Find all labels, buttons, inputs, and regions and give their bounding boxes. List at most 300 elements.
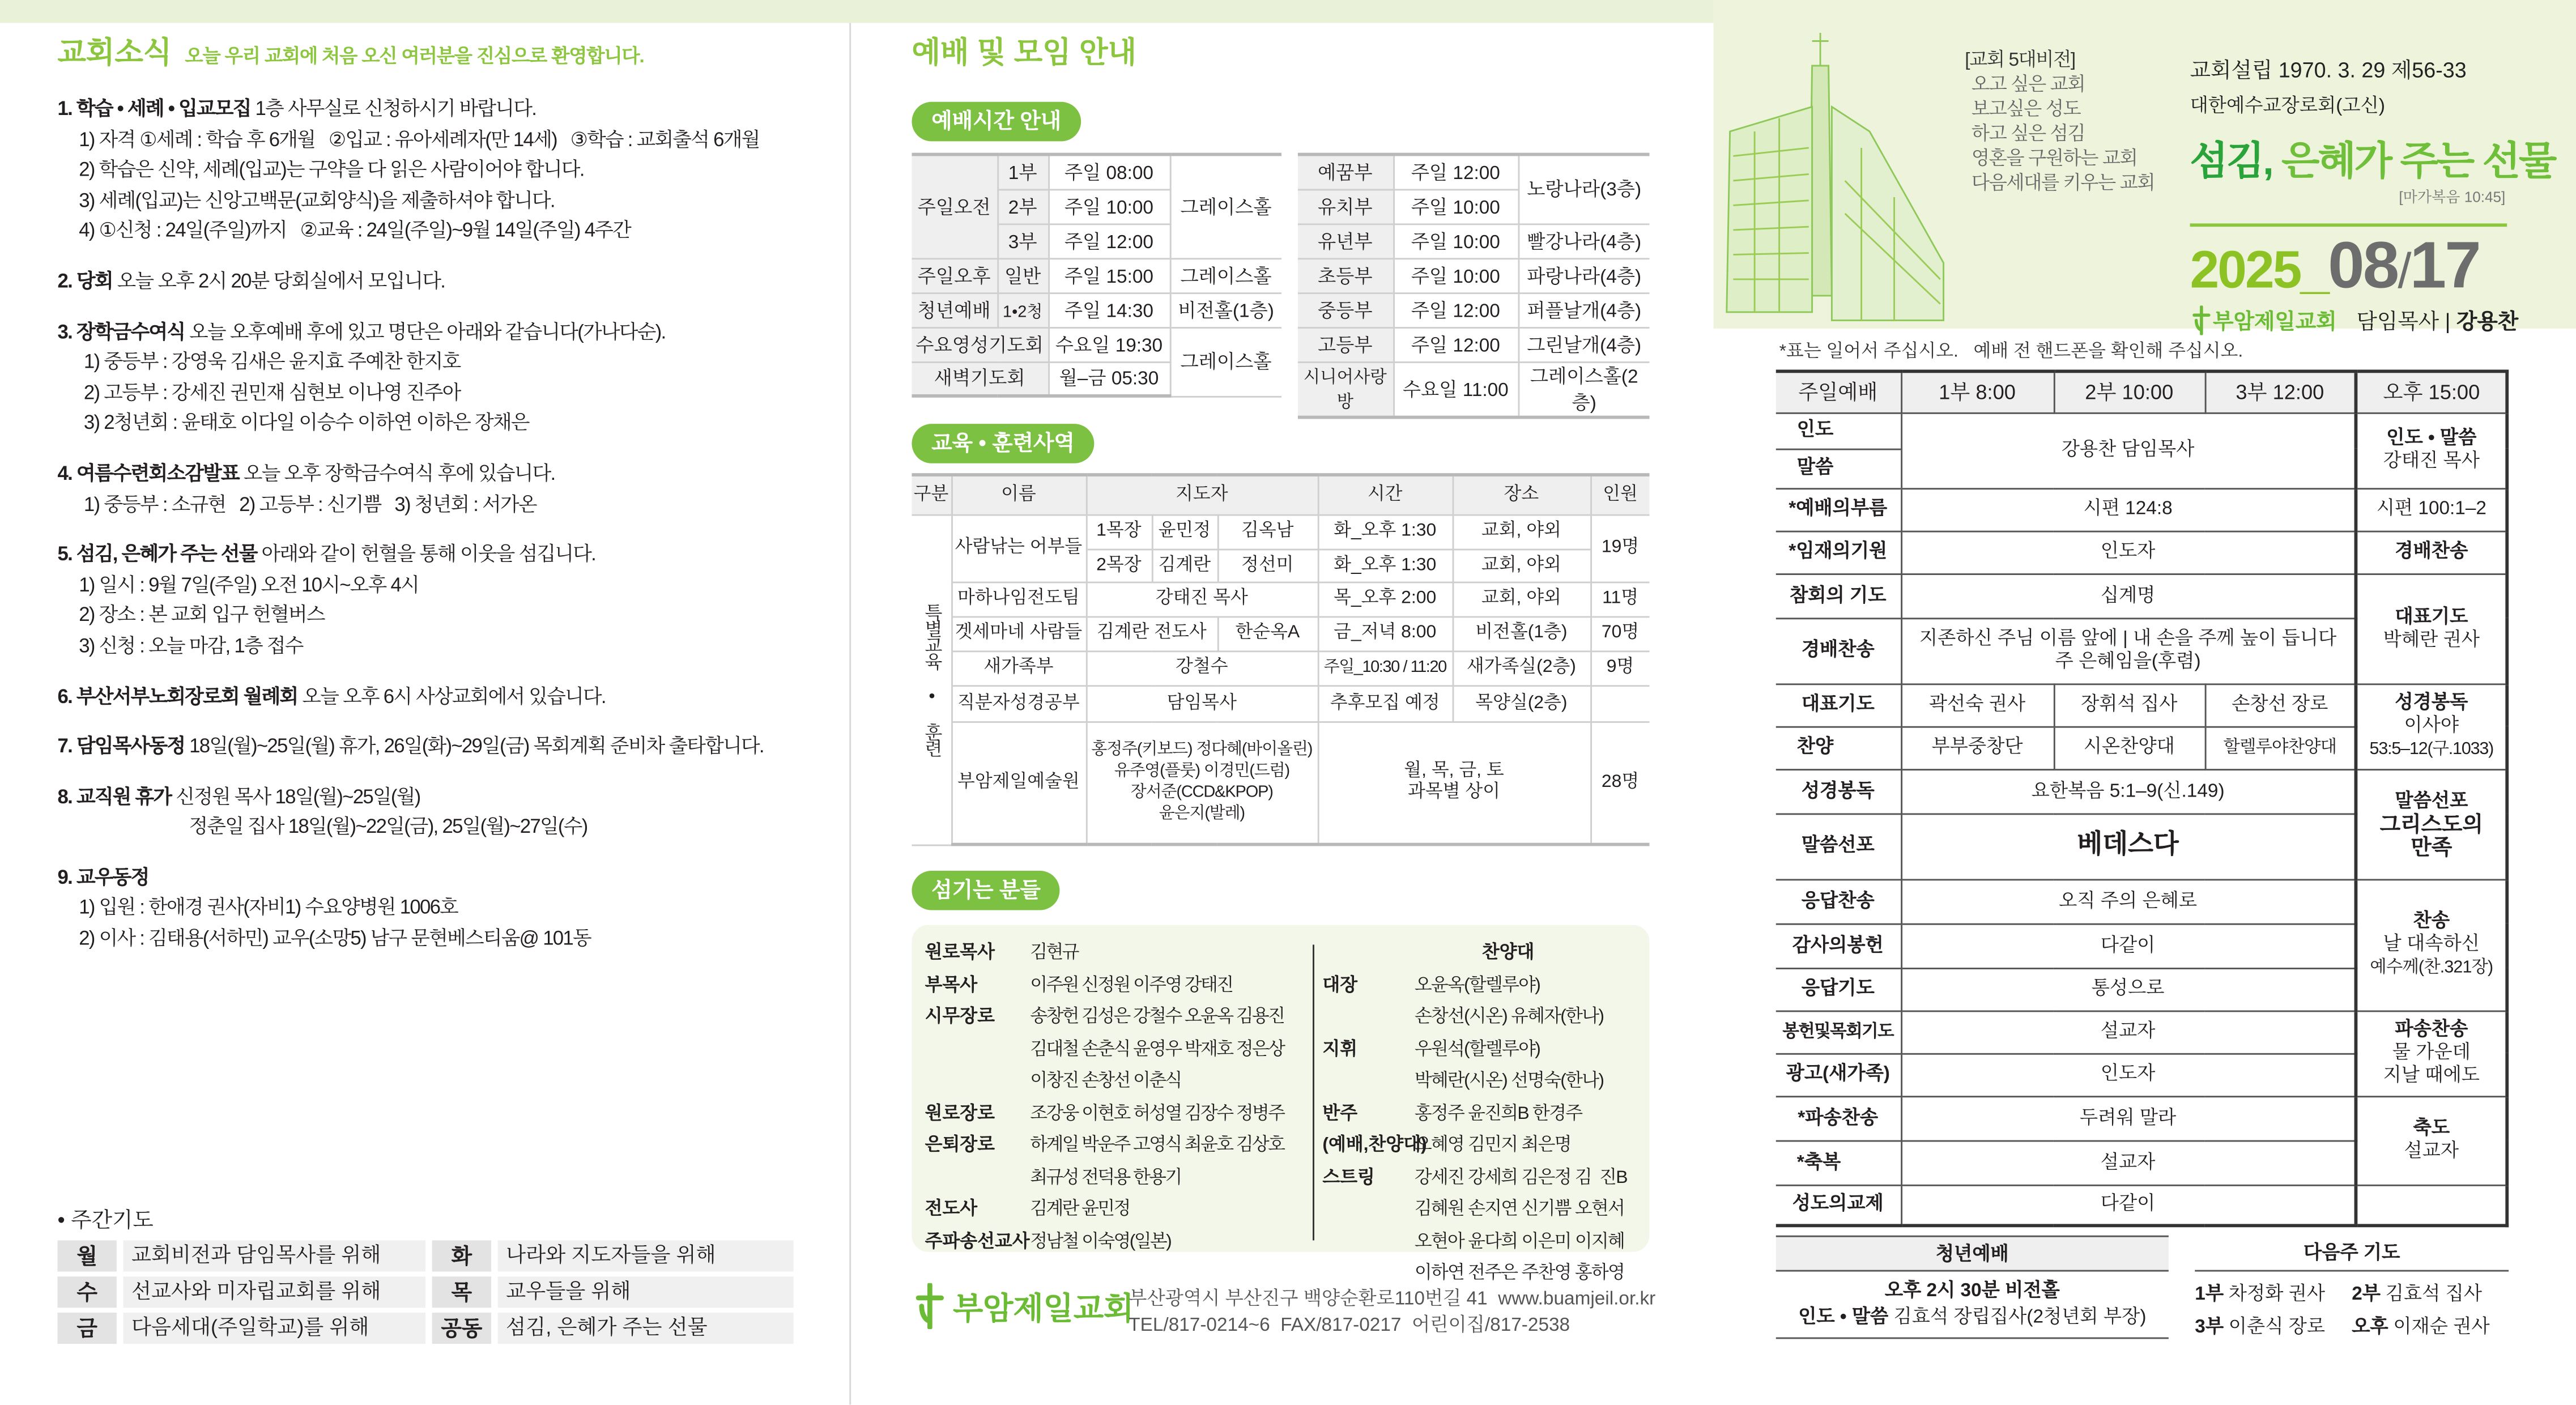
table-cell: 김계란 전도사 bbox=[1086, 616, 1217, 650]
table-cell: 설교자 bbox=[1901, 1010, 2356, 1053]
staff-role bbox=[925, 1034, 1017, 1066]
prayer-day: 공동 bbox=[432, 1313, 491, 1344]
staff-names: 박혜란(시온) 선명숙(한나) bbox=[1414, 1071, 1604, 1091]
table-cell: 곽선숙 권사 bbox=[1901, 683, 2054, 726]
table-row bbox=[1776, 769, 2507, 813]
pm-title: 말씀선포 bbox=[2395, 791, 2468, 811]
table-row bbox=[912, 292, 1281, 327]
table-cell: 3부 bbox=[997, 223, 1048, 258]
established-info: 교회설립 1970. 3. 29 제56-33 bbox=[2190, 57, 2467, 82]
prayer-topic: 교우들을 위해 bbox=[498, 1276, 794, 1308]
staff-names: 오현아 윤다희 이은미 이지혜 bbox=[1414, 1231, 1625, 1251]
staff-role bbox=[1322, 1227, 1404, 1259]
staff-role bbox=[1322, 1066, 1404, 1099]
staff-row bbox=[925, 1099, 1313, 1131]
staff-names: 김현규 bbox=[1030, 943, 1078, 963]
next-week-item bbox=[2195, 1313, 2352, 1339]
label-text: *축복 bbox=[1796, 1152, 1841, 1173]
notice-item bbox=[57, 539, 829, 662]
prayer-day: 화 bbox=[432, 1240, 491, 1271]
staff-row bbox=[1322, 1099, 1644, 1131]
table-cell: 새가족부 bbox=[951, 650, 1086, 685]
leader-line: 윤은지(발레) bbox=[1159, 805, 1245, 824]
staff-box bbox=[912, 925, 1649, 1283]
table-cell: 요한복음 5:1–9(신.149) bbox=[1901, 769, 2356, 813]
church-vision bbox=[1965, 49, 2155, 197]
row-label: *예배의부름 bbox=[1776, 488, 1901, 530]
staff-names: 송창헌 김성은 강철수 오윤옥 김용진 bbox=[1030, 1007, 1284, 1027]
staff-role: 스트링 bbox=[1322, 1167, 1375, 1187]
prayer-leader: 이재순 권사 bbox=[2393, 1317, 2490, 1338]
pm-title: 축도 bbox=[2413, 1118, 2450, 1139]
table-cell: 강철수 bbox=[1086, 650, 1318, 685]
row-label bbox=[1776, 1140, 1901, 1185]
table-cell: 강태진 목사 bbox=[1086, 582, 1318, 616]
hymn-line: 지존하신 주님 이름 앞에 | 내 손을 주께 높이 듭니다 bbox=[1919, 629, 2337, 649]
staff-row bbox=[925, 1130, 1313, 1163]
church-name: 부암제일교회 bbox=[952, 1292, 1134, 1327]
table-cell bbox=[1318, 721, 1590, 844]
table-cell: 윤민정 bbox=[1152, 514, 1217, 549]
table-cell: 사람낚는 어부들 bbox=[951, 514, 1086, 582]
prayer-day: 금 bbox=[57, 1313, 116, 1344]
next-week-title: 다음주 기도 bbox=[2195, 1236, 2509, 1272]
staff-names: 정남철 이숙영(일본) bbox=[1030, 1231, 1171, 1251]
education-table bbox=[912, 473, 1649, 846]
staff-names: 이주원 신정원 이주영 강태진 bbox=[1030, 975, 1233, 995]
table-cell: 1부 bbox=[997, 155, 1048, 189]
table-cell: 추후모집 예정 bbox=[1318, 685, 1453, 721]
table-cell: 부부중창단 bbox=[1901, 726, 2054, 769]
table-cell: 주일 10:00 bbox=[1393, 223, 1518, 258]
pm-text: 강태진 목사 bbox=[2383, 452, 2480, 472]
vision-item: 보고싶은 성도 bbox=[1971, 100, 2081, 120]
next-week-list bbox=[2195, 1280, 2509, 1339]
table-cell: 시니어사랑방 bbox=[1298, 361, 1393, 416]
notice-detail: 2) 이사 : 김태용(서하민) 교우(소망5) 남구 문현베스티움@ 101동 bbox=[79, 926, 591, 950]
bulletin-date: 2025_08/17 bbox=[2190, 229, 2480, 303]
table-cell: 주일 10:00 bbox=[1393, 189, 1518, 223]
prayer-leader: 이춘식 장로 bbox=[2228, 1317, 2326, 1338]
church-building-illustration bbox=[1714, 16, 1960, 329]
pastor-line bbox=[2190, 304, 2519, 335]
column-header: 지도자 bbox=[1086, 475, 1318, 514]
notice-number: 9. bbox=[57, 865, 73, 889]
notice-detail: 3) 2청년회 : 윤태호 이다일 이승수 이하연 이하은 장채은 bbox=[83, 411, 529, 435]
table-cell: 9명 bbox=[1590, 650, 1649, 685]
notice-title: 담임목사동정 bbox=[76, 734, 185, 758]
youth-leader: 김효석 장립집사(2청년회 부장) bbox=[1888, 1308, 2147, 1328]
table-cell: 강용찬 담임목사 bbox=[1901, 412, 2356, 488]
notice-title: 교우동정 bbox=[76, 865, 149, 889]
table-cell: 비전홀(1층) bbox=[1170, 292, 1281, 327]
education-pill: 교육 • 훈련사역 bbox=[912, 424, 1094, 463]
notice-title: 교직원 휴가 bbox=[76, 785, 172, 808]
table-cell: 할렐루야찬양대 bbox=[2205, 726, 2356, 769]
table-row bbox=[1776, 1010, 2507, 1053]
row-label: 참회의 기도 bbox=[1776, 573, 1901, 618]
staff-role: 시무장로 bbox=[925, 1007, 995, 1027]
table-cell bbox=[2356, 879, 2507, 1010]
table-cell: 설교자 bbox=[1901, 1140, 2356, 1185]
column-header: 주일예배 bbox=[1776, 371, 1901, 412]
church-footer bbox=[912, 1270, 1656, 1344]
notice-text: 오늘 오후 6시 사상교회에서 있습니다. bbox=[302, 684, 606, 708]
pm-text: 53:5–12(구.1033) bbox=[2369, 739, 2494, 759]
table-cell: 예꿈부 bbox=[1298, 155, 1393, 189]
youth-leader-label: 인도 • 말씀 bbox=[1798, 1308, 1889, 1328]
notice-title: 여름수련회소감발표 bbox=[76, 461, 239, 485]
next-week-item bbox=[2195, 1280, 2352, 1306]
table-cell: 경배찬송 bbox=[2356, 531, 2507, 573]
staff-row bbox=[1322, 1066, 1644, 1099]
notices-subtitle: 오늘 우리 교회에 처음 오신 여러분을 진심으로 환영합니다. bbox=[185, 48, 644, 67]
staff-names: 최규성 전덕용 한용기 bbox=[1030, 1167, 1181, 1187]
table-cell: 1목장 bbox=[1086, 514, 1152, 549]
table-cell: 수요영성기도회 bbox=[912, 327, 1048, 361]
table-cell: 유년부 bbox=[1298, 223, 1393, 258]
notice-item bbox=[57, 458, 829, 520]
staff-names: 오윤옥(할렐루야) bbox=[1414, 975, 1540, 995]
staff-names: 이창진 손창선 이춘식 bbox=[1030, 1071, 1181, 1091]
table-cell bbox=[2356, 573, 2507, 683]
notice-item bbox=[57, 93, 829, 246]
notice-number: 3. bbox=[57, 320, 73, 343]
notice-detail: 1) 자격 ①세례 : 학습 후 6개월 ②입교 : 유아세례자(만 14세) ③학습 : 교회출석 6개월 bbox=[79, 127, 760, 151]
choir-title: 찬양대 bbox=[1481, 943, 1535, 963]
notice-item bbox=[57, 681, 829, 712]
table-cell: 주일 10:00 bbox=[1393, 258, 1518, 292]
notice-text: 아래와 같이 헌혈을 통해 이웃을 섬깁니다. bbox=[261, 542, 596, 565]
notice-text: 오늘 오후 2시 20분 당회실에서 모입니다. bbox=[117, 269, 445, 293]
church-logo bbox=[2190, 304, 2337, 335]
schedule-line: 과목별 상이 bbox=[1408, 782, 1500, 802]
table-row bbox=[912, 327, 1281, 361]
worship-info-section bbox=[912, 0, 1656, 1404]
notice-headline bbox=[57, 731, 829, 762]
table-cell: 주일 10:00 bbox=[1048, 189, 1170, 223]
worship-schedule-pill: 예배시간 안내 bbox=[912, 102, 1081, 142]
column-header: 구분 bbox=[912, 475, 951, 514]
table-row bbox=[1298, 327, 1650, 361]
table-cell: 다같이 bbox=[1901, 1185, 2356, 1225]
column-header: 2부 10:00 bbox=[2054, 371, 2205, 412]
table-row bbox=[1776, 1185, 2507, 1225]
table-cell: 주일 14:30 bbox=[1048, 292, 1170, 327]
table-cell: 교회, 야외 bbox=[1453, 549, 1591, 582]
service-name: 3부 bbox=[2195, 1317, 2224, 1338]
youth-time-place: 오후 2시 30분 비전홀 bbox=[1884, 1281, 2060, 1301]
staff-role bbox=[1322, 1194, 1404, 1227]
staff-names: 손창선(시온) 유혜자(한나) bbox=[1414, 1007, 1604, 1027]
column-header: 장소 bbox=[1453, 475, 1591, 514]
tel-number: 817-0214~6 bbox=[1168, 1315, 1270, 1336]
staff-row bbox=[1322, 970, 1644, 1002]
staff-role: 원로장로 bbox=[925, 1103, 995, 1123]
label-text: 인도 bbox=[1796, 420, 1834, 441]
row-label: 성경봉독 bbox=[1776, 769, 1901, 813]
church-name: 부암제일교회 bbox=[2213, 309, 2337, 334]
daycare-label: 어린이집/ bbox=[1412, 1315, 1491, 1336]
notice-item bbox=[57, 266, 829, 297]
denomination: 대한예수교장로회(고신) bbox=[2190, 97, 2385, 117]
table-cell: 수요일 11:00 bbox=[1393, 361, 1518, 416]
pm-text: 날 대속하신 bbox=[2383, 935, 2480, 955]
table-cell: 화_오후 1:30 bbox=[1318, 549, 1453, 582]
pm-text: 예수께(찬.321장) bbox=[2370, 957, 2493, 978]
staff-divider bbox=[1313, 944, 1314, 1240]
table-row bbox=[1776, 412, 2507, 449]
notice-title: 부산서부노회장로회 월례회 bbox=[76, 684, 298, 708]
weekly-prayer-grid bbox=[57, 1240, 790, 1344]
table-cell: 김계란 bbox=[1152, 549, 1217, 582]
youth-service-box bbox=[1776, 1236, 2169, 1339]
notice-headline bbox=[57, 458, 829, 489]
section-title: 예배 및 모임 안내 bbox=[912, 36, 1136, 69]
staff-row bbox=[925, 1194, 1313, 1227]
table-row bbox=[1298, 258, 1650, 292]
notice-title: 장학금수여식 bbox=[76, 320, 185, 343]
table-cell: 주일오후 bbox=[912, 258, 997, 292]
table-row bbox=[912, 685, 1649, 721]
table-cell bbox=[1901, 618, 2356, 683]
notice-number: 1. bbox=[57, 97, 73, 120]
leader-line: 유주영(플룻) 이경민(드럼) bbox=[1114, 763, 1290, 781]
prayer-topic: 섬김, 은혜가 주는 선물 bbox=[498, 1313, 794, 1344]
table-cell: 28명 bbox=[1590, 721, 1649, 844]
notice-headline bbox=[57, 862, 829, 893]
notice-title: 섬김, 은혜가 주는 선물 bbox=[76, 542, 257, 565]
column-divider bbox=[849, 23, 851, 1405]
table-cell: 퍼플날개(4층) bbox=[1518, 292, 1650, 327]
table-cell: 그레이스홀 bbox=[1170, 327, 1281, 396]
notice-detail: 3) 세례(입교)는 신앙고백문(교회양식)을 제출하셔야 합니다. bbox=[79, 188, 555, 212]
row-label: 말씀선포 bbox=[1776, 813, 1901, 879]
notice-number: 2. bbox=[57, 269, 73, 293]
table-row bbox=[1776, 488, 2507, 530]
table-cell: 담임목사 bbox=[1086, 685, 1318, 721]
next-week-prayer bbox=[2195, 1236, 2509, 1339]
notice-text: 18일(월)~25일(월) 휴가, 26일(화)~29일(금) 목회계획 준비차 출타합니다. bbox=[189, 734, 764, 758]
pm-text: 그리스도의 bbox=[2379, 811, 2483, 836]
notice-detail: 1) 일시 : 9월 7일(주일) 오전 10시~오후 4시 bbox=[79, 573, 419, 596]
table-cell: 장휘석 집사 bbox=[2054, 683, 2205, 726]
table-cell bbox=[2356, 1185, 2507, 1225]
cross-logo-icon bbox=[912, 1283, 948, 1329]
table-row bbox=[912, 258, 1281, 292]
notice-headline bbox=[57, 681, 829, 712]
fax-label: FAX/ bbox=[1280, 1315, 1322, 1336]
row-label: 광고(새가족) bbox=[1776, 1053, 1901, 1096]
row-label bbox=[1776, 449, 1901, 488]
table-cell: 주일 12:00 bbox=[1393, 292, 1518, 327]
notice-number: 4. bbox=[57, 461, 73, 485]
table-cell: 70명 bbox=[1590, 616, 1649, 650]
notice-number: 7. bbox=[57, 734, 73, 758]
next-week-item bbox=[2352, 1313, 2509, 1339]
table-cell: 새벽기도회 bbox=[912, 361, 1048, 396]
table-cell: 시온찬양대 bbox=[2054, 726, 2205, 769]
pm-text: 만족 bbox=[2411, 833, 2452, 859]
table-cell: 시편 124:8 bbox=[1901, 488, 2356, 530]
staff-pill: 섬기는 분들 bbox=[912, 871, 1060, 910]
cross-logo-icon bbox=[2190, 305, 2213, 334]
table-cell: 정선미 bbox=[1217, 549, 1318, 582]
table-row bbox=[912, 582, 1649, 616]
notices-section bbox=[57, 29, 829, 954]
table-cell: 빨강나라(4층) bbox=[1518, 223, 1650, 258]
schedule-line: 월, 목, 금, 토 bbox=[1404, 761, 1504, 781]
table-cell: 초등부 bbox=[1298, 258, 1393, 292]
table-cell: 노랑나라(3층) bbox=[1518, 155, 1650, 224]
notice-title: 학습 • 세례 • 입교모집 bbox=[76, 97, 251, 120]
table-row bbox=[912, 721, 1649, 844]
table-cell: 겟세마네 사람들 bbox=[951, 616, 1086, 650]
table-cell: 중등부 bbox=[1298, 292, 1393, 327]
table-cell: 목_오후 2:00 bbox=[1318, 582, 1453, 616]
table-row bbox=[1298, 155, 1650, 189]
notice-number: 8. bbox=[57, 785, 73, 808]
pm-title: 찬송 bbox=[2413, 912, 2450, 932]
table-cell: 인도자 bbox=[1901, 531, 2356, 573]
table-cell bbox=[2356, 683, 2507, 769]
staff-row bbox=[925, 938, 1313, 970]
table-cell: 그린날개(4층) bbox=[1518, 327, 1650, 361]
table-row bbox=[1298, 361, 1650, 416]
table-row bbox=[1776, 573, 2507, 618]
table-header-row bbox=[912, 475, 1649, 514]
staff-row bbox=[1322, 1002, 1644, 1034]
table-cell: 주일_10:30 / 11:20 bbox=[1318, 650, 1453, 685]
theme-title bbox=[2190, 128, 2556, 185]
table-cell: 월–금 05:30 bbox=[1048, 361, 1170, 396]
church-logo bbox=[912, 1283, 1134, 1329]
table-cell: 교회, 야외 bbox=[1453, 582, 1591, 616]
table-cell: 주일오전 bbox=[912, 155, 997, 258]
table-cell: 두려워 말라 bbox=[1901, 1096, 2356, 1140]
table-cell: 손창선 장로 bbox=[2205, 683, 2356, 726]
staff-role: 은퇴장로 bbox=[925, 1135, 995, 1155]
notice-item bbox=[57, 781, 829, 842]
staff-names: 김혜원 손지연 신기쁨 오현서 bbox=[1414, 1199, 1625, 1219]
table-cell: 고등부 bbox=[1298, 327, 1393, 361]
theme-rest: 은혜가 주는 선물 bbox=[2272, 139, 2556, 184]
service-name: 1부 bbox=[2195, 1284, 2224, 1305]
table-cell: 2목장 bbox=[1086, 549, 1152, 582]
notice-item bbox=[57, 862, 829, 954]
vision-item: 하고 싶은 섬김 bbox=[1971, 125, 2085, 145]
table-row bbox=[912, 650, 1649, 685]
leader-line: 장서준(CCD&KPOP) bbox=[1130, 784, 1273, 802]
table-cell: 김옥남 bbox=[1217, 514, 1318, 549]
date-day: 17 bbox=[2409, 229, 2480, 303]
order-of-service-table bbox=[1776, 369, 2509, 1227]
table-row bbox=[1776, 879, 2507, 923]
table-cell: 파랑나라(4층) bbox=[1518, 258, 1650, 292]
label-text: 말씀 bbox=[1796, 458, 1834, 478]
prayer-leader: 김효석 집사 bbox=[2385, 1284, 2483, 1305]
staff-role: 원로목사 bbox=[925, 943, 995, 963]
leader-line: 홍정주(키보드) 정다혜(바이올린) bbox=[1091, 741, 1313, 760]
table-cell: 청년예배 bbox=[912, 292, 997, 327]
department-schedule-table bbox=[1298, 153, 1650, 418]
staff-row bbox=[925, 970, 1313, 1002]
table-cell: 금_저녁 8:00 bbox=[1318, 616, 1453, 650]
staff-names: 김대철 손춘식 윤영우 박재호 정은상 bbox=[1030, 1039, 1284, 1059]
staff-row bbox=[1322, 1194, 1644, 1227]
staff-role: 지휘 bbox=[1322, 1039, 1358, 1059]
prayer-topic: 나라와 지도자들을 위해 bbox=[498, 1240, 794, 1271]
staff-role bbox=[925, 1163, 1017, 1195]
staff-row bbox=[1322, 1034, 1644, 1066]
sermon-title: 베데스다 bbox=[1901, 813, 2356, 879]
table-cell: 십계명 bbox=[1901, 573, 2356, 618]
notice-detail: 2) 고등부 : 강세진 권민재 심현보 이나영 진주아 bbox=[83, 381, 461, 404]
table-row bbox=[1298, 223, 1650, 258]
staff-role: 대장 bbox=[1322, 975, 1358, 995]
table-cell: 주일 12:00 bbox=[1393, 155, 1518, 189]
table-cell: 목양실(2층) bbox=[1453, 685, 1591, 721]
table-cell bbox=[2356, 1096, 2507, 1185]
vision-item: 다음세대를 키우는 교회 bbox=[1971, 174, 2155, 194]
prayer-day: 월 bbox=[57, 1240, 116, 1271]
pm-title: 파송찬송 bbox=[2395, 1020, 2468, 1040]
notice-number: 6. bbox=[57, 684, 73, 708]
notice-detail: 1) 중등부 : 강영욱 김새은 윤지효 주예찬 한지호 bbox=[83, 350, 461, 373]
column-header: 인원 bbox=[1590, 475, 1649, 514]
staff-names: 홍정주 윤진희B 한경주 bbox=[1414, 1103, 1582, 1123]
standing-note: *표는 일어서 주십시오. 예배 전 핸드폰을 확인해 주십시오. bbox=[1779, 342, 2243, 361]
staff-role bbox=[1322, 1002, 1404, 1034]
table-row bbox=[1776, 1096, 2507, 1140]
staff-row bbox=[1322, 1163, 1644, 1195]
row-label: 경배찬송 bbox=[1776, 618, 1901, 683]
notice-headline bbox=[57, 93, 829, 124]
pm-text: 지날 때에도 bbox=[2383, 1066, 2480, 1086]
row-label bbox=[1776, 412, 1901, 449]
table-cell: 주일 12:00 bbox=[1048, 223, 1170, 258]
column-header: 이름 bbox=[951, 475, 1086, 514]
table-cell: 그레이스홀(2층) bbox=[1518, 361, 1650, 416]
table-cell bbox=[2356, 1010, 2507, 1096]
contact-info bbox=[1129, 1287, 1655, 1339]
table-cell: 그레이스홀 bbox=[1170, 155, 1281, 258]
category-cell bbox=[912, 514, 951, 845]
vision-item: 오고 싶은 교회 bbox=[1971, 75, 2085, 96]
table-cell: 오직 주의 은혜로 bbox=[1901, 879, 2356, 923]
category-label: 특별교육 • 훈련 bbox=[922, 603, 942, 756]
staff-names: 강세진 강세희 김은정 김 진B bbox=[1414, 1167, 1627, 1187]
prayer-topic: 선교사와 미자립교회를 위해 bbox=[123, 1276, 425, 1308]
table-cell: 통성으로 bbox=[1901, 968, 2356, 1010]
notice-item bbox=[57, 731, 829, 762]
notice-detail: 3) 신청 : 오늘 마감, 1층 접수 bbox=[79, 634, 303, 657]
website-link[interactable]: www.buamjeil.or.kr bbox=[1498, 1289, 1656, 1310]
table-cell: 한순옥A bbox=[1217, 616, 1318, 650]
table-cell: 마하나임전도팀 bbox=[951, 582, 1086, 616]
staff-role: (예배,찬양대) bbox=[1322, 1135, 1427, 1155]
table-cell: 주일 12:00 bbox=[1393, 327, 1518, 361]
table-row bbox=[912, 616, 1649, 650]
date-month: 08 bbox=[2328, 229, 2398, 303]
table-cell: 교회, 야외 bbox=[1453, 514, 1591, 549]
hymn-line: 주 은혜임을(후렴) bbox=[2055, 652, 2201, 672]
table-cell: 새가족실(2층) bbox=[1453, 650, 1591, 685]
table-cell: 시편 100:1–2 bbox=[2356, 488, 2507, 530]
notice-number: 5. bbox=[57, 542, 73, 565]
row-label: *임재의기원 bbox=[1776, 531, 1901, 573]
staff-role: 전도사 bbox=[925, 1199, 978, 1219]
